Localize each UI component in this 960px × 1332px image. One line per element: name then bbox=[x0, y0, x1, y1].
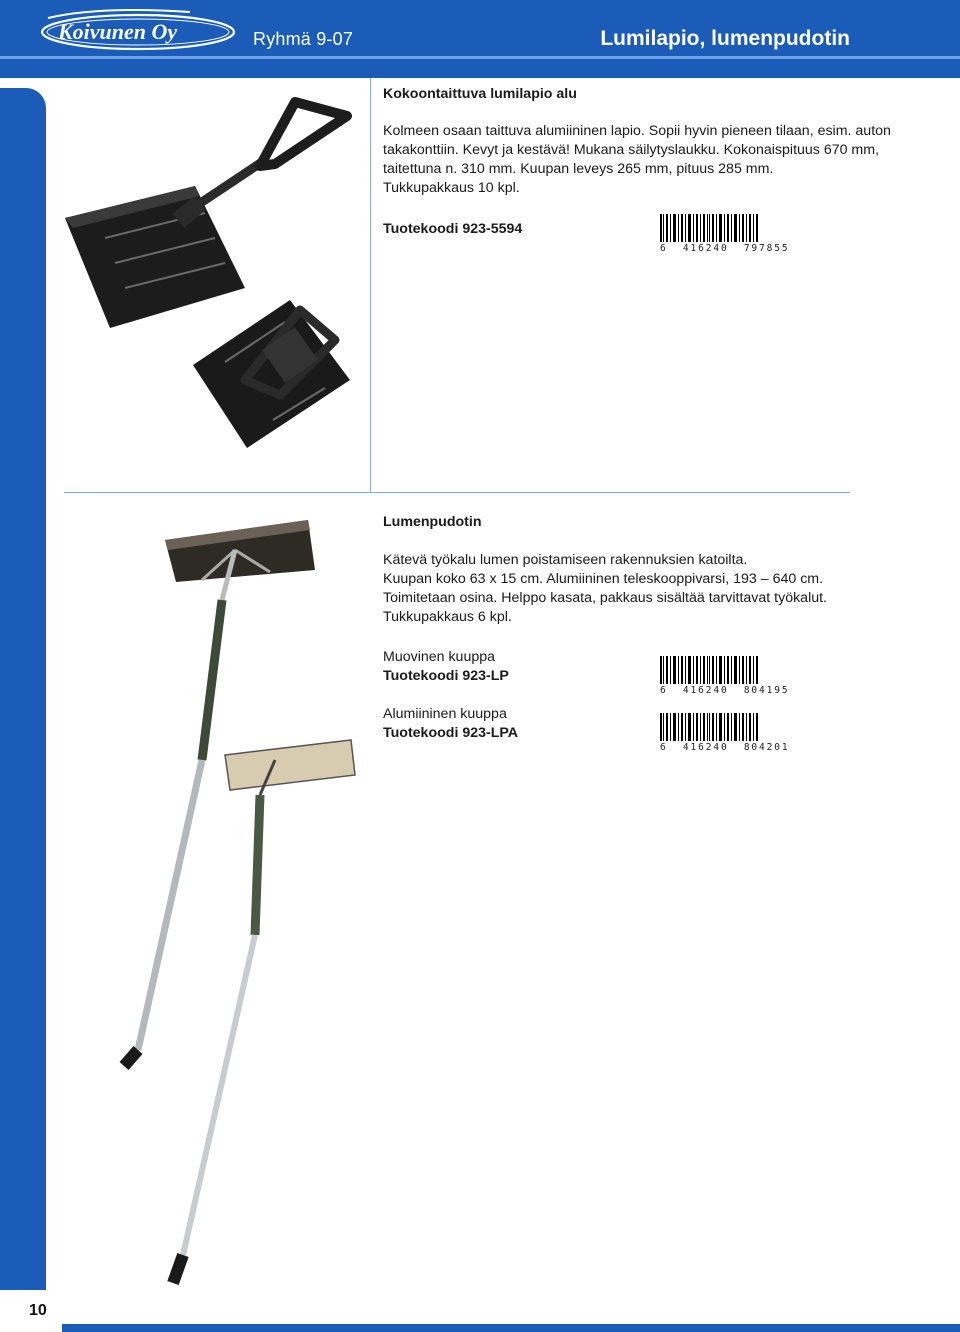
folding-shovel-open-image bbox=[55, 88, 365, 333]
product1-description-line: Kolmeen osaan taittuva alumiininen lapio. Sopii hyvin pieneen tilaan, esim. auton bbox=[383, 123, 891, 139]
page-number: 10 bbox=[29, 1302, 47, 1319]
variant1-name: Muovinen kuuppa bbox=[383, 649, 496, 665]
barcode-digits: 6 416240 797855 bbox=[660, 243, 790, 254]
svg-text:Koivunen Oy: Koivunen Oy bbox=[58, 19, 178, 44]
variant1-code: Tuotekoodi 923-LP bbox=[383, 668, 509, 684]
barcode-digits: 6 416240 804201 bbox=[660, 742, 790, 753]
product2-description-line: Kuupan koko 63 x 15 cm. Alumiininen teleskooppivarsi, 193 – 640 cm. bbox=[383, 571, 824, 587]
product1-code: Tuotekoodi 923-5594 bbox=[383, 221, 523, 237]
product1-barcode bbox=[660, 214, 790, 254]
barcode-bars bbox=[660, 713, 760, 741]
barcode-digits: 6 416240 804195 bbox=[660, 685, 790, 696]
barcode-bars bbox=[660, 214, 760, 242]
group-label: Ryhmä 9-07 bbox=[253, 29, 354, 49]
barcode-bars bbox=[660, 656, 760, 684]
header-stripe bbox=[0, 56, 960, 59]
company-logo bbox=[40, 6, 236, 52]
variant2-name: Alumiininen kuuppa bbox=[383, 706, 507, 722]
section-divider-vertical bbox=[370, 78, 371, 493]
product2-description-line: Toimitetaan osina. Helppo kasata, pakkaus sisältää tarvittavat työkalut. bbox=[383, 590, 827, 606]
product2-description-line: Kätevä työkalu lumen poistamiseen rakennuksien katoilta. bbox=[383, 552, 748, 568]
product2-description bbox=[383, 551, 853, 627]
product1-description-line: taitettuna n. 310 mm. Kuupan leveys 265 mm, pituus 285 mm. bbox=[383, 161, 774, 177]
section-divider-horizontal bbox=[64, 492, 850, 493]
page-title: Lumilapio, lumenpudotin bbox=[600, 27, 850, 50]
product1-description bbox=[383, 122, 891, 198]
product2-title: Lumenpudotin bbox=[383, 514, 482, 530]
folding-shovel-folded-image bbox=[185, 300, 355, 450]
product2-description-line: Tukkupakkaus 6 kpl. bbox=[383, 609, 512, 625]
roof-rake-aluminium-image bbox=[155, 735, 370, 1290]
product1-title: Kokoontaittuva lumilapio alu bbox=[383, 86, 577, 102]
page-header bbox=[0, 0, 960, 78]
variant2-code: Tuotekoodi 923-LPA bbox=[383, 725, 519, 741]
variant2-barcode bbox=[660, 713, 790, 753]
side-bar bbox=[0, 88, 46, 1320]
product1-description-line: takakonttiin. Kevyt ja kestävä! Mukana säilytyslaukku. Kokonaispituus 670 mm, bbox=[383, 142, 880, 158]
variant1-barcode bbox=[660, 656, 790, 696]
product1-description-line: Tukkupakkaus 10 kpl. bbox=[383, 180, 520, 196]
bottom-bar bbox=[46, 1324, 960, 1332]
